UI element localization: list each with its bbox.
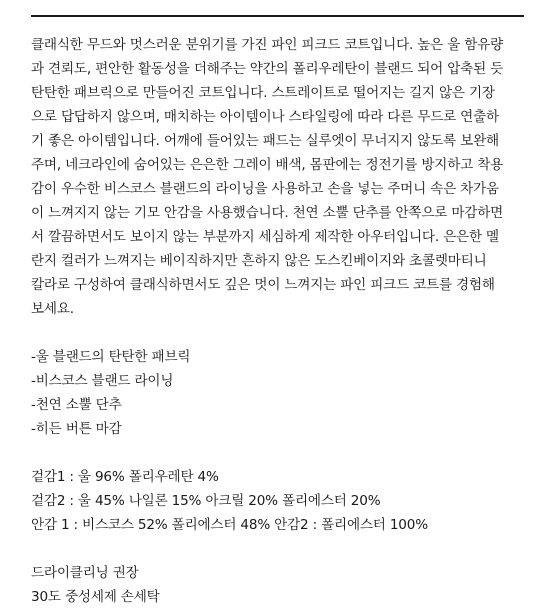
product-description xyxy=(31,33,531,609)
description-line: 탄탄한 패브릭으로 만들어진 코트입니다. 스트레이트로 떨어지는 길지 않은 기장 xyxy=(31,85,495,101)
description-line: 보세요. xyxy=(31,301,74,317)
spacer xyxy=(31,537,531,561)
description-line: 칼라로 구성하여 클래식하면서도 깊은 멋이 느껴지는 파인 피크드 코트를 경험해 xyxy=(31,277,495,293)
description-paragraph xyxy=(31,33,531,321)
feature-item: -비스코스 블랜드 라이닝 xyxy=(31,373,174,389)
feature-item: -히든 버튼 마감 xyxy=(31,421,122,437)
top-divider xyxy=(31,15,524,17)
description-line: 으로 답답하지 않으며, 매치하는 아이템이나 스타일링에 따라 다른 무드로 연출하 xyxy=(31,109,499,125)
feature-item: -천연 소뿔 단추 xyxy=(31,397,122,413)
description-line: 서 깔끔하면서도 보이지 않는 부분까지 세심하게 제작한 아우터입니다. 은은한 멜 xyxy=(31,229,499,245)
feature-item: -울 블랜드의 탄탄한 패브릭 xyxy=(31,349,191,365)
description-line: 감이 우수한 비스코스 블랜드의 라이닝을 사용하고 손을 넣는 주머니 속은 차가움 xyxy=(31,181,499,197)
spacer xyxy=(31,321,531,345)
care-item: 30도 중성세제 손세탁 xyxy=(31,589,160,605)
description-line: 클래식한 무드와 멋스러운 분위기를 가진 파인 피크드 코트입니다. 높은 울 함유량 xyxy=(31,37,504,53)
care-instructions xyxy=(31,561,531,609)
material-list xyxy=(31,465,531,537)
feature-list xyxy=(31,345,531,441)
description-line: 주며, 네크라인에 숨어있는 은은한 그레이 배색, 몸판에는 정전기를 방지하고 착용 xyxy=(31,157,504,173)
material-item: 겉감1 : 울 96% 폴리우레탄 4% xyxy=(31,469,219,485)
spacer xyxy=(31,441,531,465)
care-item: 드라이클리닝 권장 xyxy=(31,565,139,581)
description-line: 이 느껴지지 않는 기모 안감을 사용했습니다. 천연 소뿔 단추를 안쪽으로 마감하면 xyxy=(31,205,504,221)
description-line: 과 견뢰도, 편안한 활동성을 더해주는 약간의 폴리우레탄이 블랜드 되어 압축된 듯 xyxy=(31,61,504,77)
material-item: 겉감2 : 울 45% 나일론 15% 아크릴 20% 폴리에스터 20% xyxy=(31,493,381,509)
description-line: 기 좋은 아이템입니다. 어깨에 들어있는 패드는 실루엣이 무너지지 않도록 보완해 xyxy=(31,133,499,149)
material-item: 안감 1 : 비스코스 52% 폴리에스터 48% 안감2 : 폴리에스터 100% xyxy=(31,517,428,533)
description-line: 란지 컬러가 느껴지는 베이직하지만 흔하지 않은 도스킨베이지와 초콜렛마티니 xyxy=(31,253,487,269)
